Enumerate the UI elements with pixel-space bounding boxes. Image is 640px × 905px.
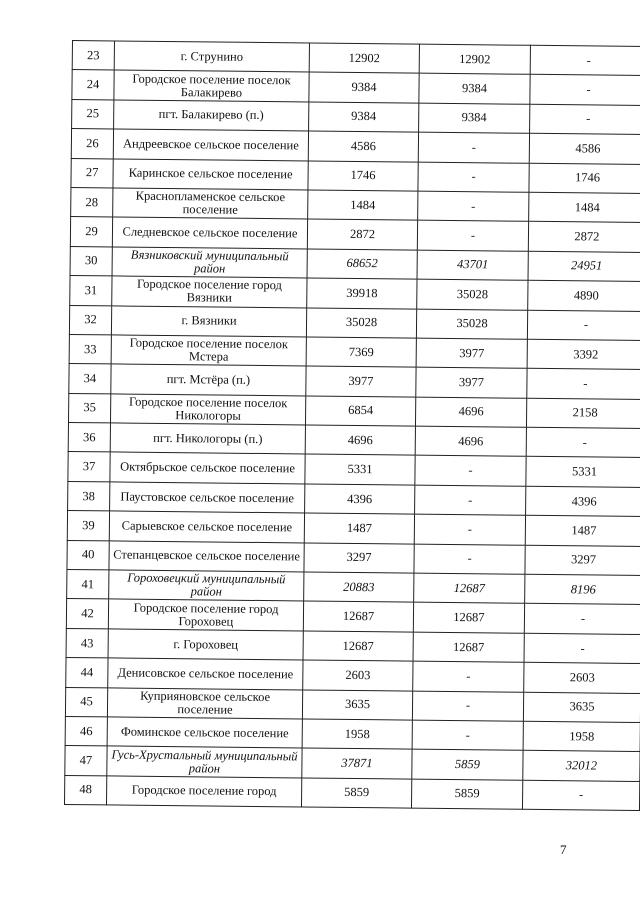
settlement-name-cell: Куприяновское сельское поселение xyxy=(107,688,302,719)
total-population-cell: 5331 xyxy=(305,454,415,485)
settlement-name-cell: Городское поселение город Вязники xyxy=(112,276,307,307)
total-population-cell: 4696 xyxy=(305,425,415,456)
settlement-name-cell: Городское поселение поселок Никологоры xyxy=(110,394,305,425)
total-population-cell: 9384 xyxy=(309,72,419,103)
settlement-name-cell: Фоминское сельское поселение xyxy=(107,717,302,748)
settlement-name-cell: Городское поселение город Гороховец xyxy=(108,599,303,630)
urban-population-cell: 9384 xyxy=(419,103,530,134)
row-number-cell: 40 xyxy=(67,540,109,570)
rural-population-cell: 4586 xyxy=(529,133,640,164)
total-population-cell: 37871 xyxy=(302,748,412,779)
total-population-cell: 4396 xyxy=(305,484,415,515)
rural-population-cell: 4396 xyxy=(526,486,640,517)
urban-population-cell: 3977 xyxy=(416,338,527,369)
settlement-name-cell: Андреевское сельское поселение xyxy=(113,129,308,160)
urban-population-cell: 9384 xyxy=(419,74,530,105)
row-number-cell: 35 xyxy=(68,393,110,423)
urban-population-cell: - xyxy=(415,485,526,516)
urban-population-cell: 35028 xyxy=(417,279,528,310)
settlement-name-cell: пгт. Балакирево (п.) xyxy=(114,100,309,131)
population-table xyxy=(64,40,640,811)
settlement-name-cell: Вязниковский муниципальный район xyxy=(112,247,307,278)
total-population-cell: 35028 xyxy=(306,307,416,338)
settlement-name-cell: Городское поселение поселок Балакирево xyxy=(114,70,309,101)
urban-population-cell: 35028 xyxy=(416,309,527,340)
settlement-name-cell: Паустовское сельское поселение xyxy=(110,482,305,513)
rural-population-cell: 1487 xyxy=(525,516,640,547)
rural-population-cell: 1958 xyxy=(523,721,640,752)
settlement-name-cell: г. Гороховец xyxy=(108,629,303,660)
total-population-cell: 3297 xyxy=(304,543,414,574)
rural-population-cell: 32012 xyxy=(523,751,640,782)
total-population-cell: 12687 xyxy=(303,631,413,662)
row-number-cell: 47 xyxy=(65,746,107,776)
total-population-cell: 3635 xyxy=(302,690,412,721)
urban-population-cell: - xyxy=(418,162,529,193)
row-number-cell: 34 xyxy=(69,364,111,394)
rural-population-cell: - xyxy=(530,75,640,106)
row-number-cell: 41 xyxy=(67,570,109,600)
rural-population-cell: 8196 xyxy=(525,574,640,605)
rural-population-cell: 4890 xyxy=(528,280,640,311)
settlement-name-cell: пгт. Никологоры (п.) xyxy=(110,423,305,454)
total-population-cell: 68652 xyxy=(307,249,417,280)
settlement-name-cell: Следневское сельское поселение xyxy=(112,217,307,248)
settlement-name-cell: Городское поселение город xyxy=(106,776,301,807)
settlement-name-cell: г. Вязники xyxy=(111,305,306,336)
urban-population-cell: 12687 xyxy=(413,632,524,663)
urban-population-cell: - xyxy=(415,456,526,487)
total-population-cell: 9384 xyxy=(309,102,419,133)
rural-population-cell: 5331 xyxy=(526,457,640,488)
row-number-cell: 31 xyxy=(70,276,112,306)
row-number-cell: 39 xyxy=(67,511,109,541)
rural-population-cell: 2158 xyxy=(526,398,640,429)
settlement-name-cell: Городское поселение поселок Мстера xyxy=(111,335,306,366)
rural-population-cell: 2603 xyxy=(524,662,640,693)
row-number-cell: 24 xyxy=(72,70,114,100)
page-number: 7 xyxy=(560,842,567,857)
row-number-cell: 46 xyxy=(65,716,107,746)
rural-population-cell: 1746 xyxy=(529,163,640,194)
row-number-cell: 30 xyxy=(70,246,112,276)
settlement-name-cell: пгт. Мстёра (п.) xyxy=(111,364,306,395)
urban-population-cell: 5859 xyxy=(412,749,523,780)
total-population-cell: 20883 xyxy=(304,572,414,603)
settlement-name-cell: Краснопламенское сельское поселение xyxy=(113,188,308,219)
rural-population-cell: - xyxy=(527,369,640,400)
table-row xyxy=(64,775,639,810)
total-population-cell: 3977 xyxy=(306,366,416,397)
urban-population-cell: - xyxy=(417,220,528,251)
urban-population-cell: - xyxy=(414,514,525,545)
urban-population-cell: - xyxy=(413,661,524,692)
urban-population-cell: 4696 xyxy=(415,426,526,457)
rural-population-cell: 3297 xyxy=(525,545,640,576)
urban-population-cell: 12687 xyxy=(414,573,525,604)
total-population-cell: 39918 xyxy=(307,278,417,309)
total-population-cell: 6854 xyxy=(305,396,415,427)
urban-population-cell: - xyxy=(418,132,529,163)
rural-population-cell: - xyxy=(524,633,640,664)
urban-population-cell: 5859 xyxy=(411,779,522,810)
urban-population-cell: - xyxy=(414,544,525,575)
row-number-cell: 28 xyxy=(71,187,113,217)
rural-population-cell: - xyxy=(526,427,640,458)
settlement-name-cell: Сарыевское сельское поселение xyxy=(109,511,304,542)
table-body xyxy=(64,41,640,811)
urban-population-cell: 43701 xyxy=(417,250,528,281)
urban-population-cell: - xyxy=(412,720,523,751)
row-number-cell: 38 xyxy=(68,481,110,511)
total-population-cell: 2603 xyxy=(303,660,413,691)
row-number-cell: 25 xyxy=(72,99,114,129)
total-population-cell: 12687 xyxy=(303,601,413,632)
row-number-cell: 45 xyxy=(65,687,107,717)
total-population-cell: 12902 xyxy=(309,43,419,74)
row-number-cell: 32 xyxy=(69,305,111,335)
urban-population-cell: - xyxy=(412,691,523,722)
total-population-cell: 1484 xyxy=(308,190,418,221)
row-number-cell: 36 xyxy=(68,423,110,453)
rural-population-cell: - xyxy=(530,104,640,135)
settlement-name-cell: Гороховецкий муниципальный район xyxy=(109,570,304,601)
rural-population-cell: 2872 xyxy=(528,222,640,253)
settlement-name-cell: Гусь-Хрустальный муниципальный район xyxy=(107,746,302,777)
total-population-cell: 4586 xyxy=(308,131,418,162)
row-number-cell: 44 xyxy=(66,658,108,688)
rural-population-cell: - xyxy=(527,310,640,341)
row-number-cell: 33 xyxy=(69,334,111,364)
total-population-cell: 2872 xyxy=(307,219,417,250)
urban-population-cell: 4696 xyxy=(415,397,526,428)
total-population-cell: 7369 xyxy=(306,337,416,368)
settlement-name-cell: Каринское сельское поселение xyxy=(113,159,308,190)
row-number-cell: 48 xyxy=(64,775,106,805)
total-population-cell: 1487 xyxy=(304,513,414,544)
row-number-cell: 37 xyxy=(68,452,110,482)
total-population-cell: 1746 xyxy=(308,161,418,192)
row-number-cell: 43 xyxy=(66,628,108,658)
rural-population-cell: 1484 xyxy=(529,192,640,223)
rural-population-cell: - xyxy=(524,604,640,635)
row-number-cell: 29 xyxy=(70,217,112,247)
settlement-name-cell: г. Струнино xyxy=(114,41,309,72)
settlement-name-cell: Денисовское сельское поселение xyxy=(108,658,303,689)
urban-population-cell: 3977 xyxy=(416,367,527,398)
rural-population-cell: - xyxy=(522,780,639,811)
row-number-cell: 23 xyxy=(72,41,114,71)
total-population-cell: 1958 xyxy=(302,719,412,750)
rural-population-cell: 24951 xyxy=(528,251,640,282)
rural-population-cell: 3392 xyxy=(527,339,640,370)
settlement-name-cell: Октябрьское сельское поселение xyxy=(110,452,305,483)
row-number-cell: 27 xyxy=(71,158,113,188)
row-number-cell: 26 xyxy=(71,129,113,159)
urban-population-cell: - xyxy=(418,191,529,222)
settlement-name-cell: Степанцевское сельское поселение xyxy=(109,541,304,572)
rural-population-cell: - xyxy=(530,45,640,76)
rural-population-cell: 3635 xyxy=(523,692,640,723)
urban-population-cell: 12687 xyxy=(413,603,524,634)
row-number-cell: 42 xyxy=(66,599,108,629)
total-population-cell: 5859 xyxy=(301,778,411,809)
urban-population-cell: 12902 xyxy=(419,44,530,75)
